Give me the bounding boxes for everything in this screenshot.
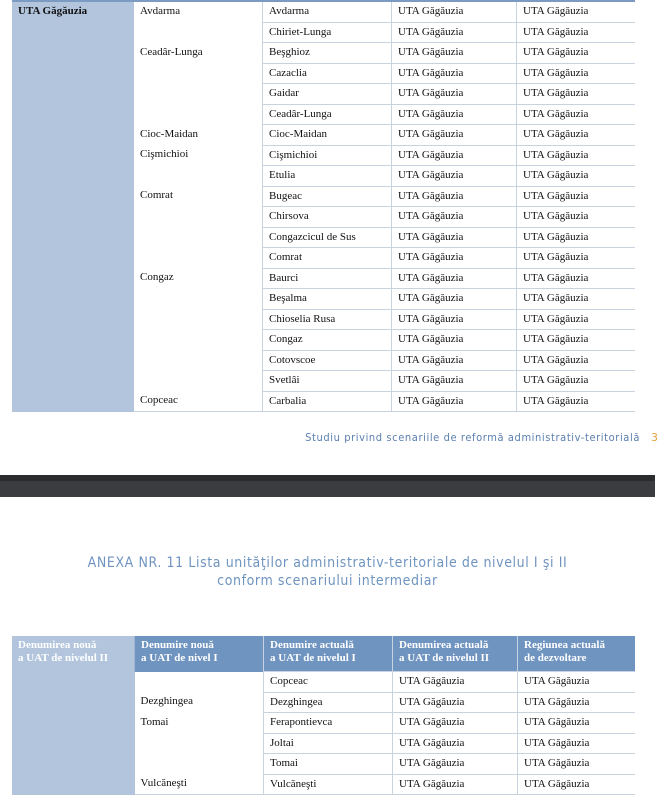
- development-region-cell: UTA Găgăuzia: [517, 22, 636, 43]
- development-region-cell: UTA Găgăuzia: [517, 268, 636, 289]
- current-uat-level1-cell: Cişmichioi: [263, 145, 392, 166]
- development-region-cell: UTA Găgăuzia: [518, 733, 636, 754]
- current-uat-level2-cell: UTA Găgăuzia: [393, 733, 518, 754]
- development-region-cell: UTA Găgăuzia: [518, 692, 636, 713]
- current-uat-level1-cell: Congazcicul de Sus: [263, 227, 392, 248]
- annex-title: [0, 554, 655, 590]
- current-uat-level1-cell: Congaz: [263, 330, 392, 351]
- development-region-cell: UTA Găgăuzia: [517, 207, 636, 228]
- current-uat-level1-cell: Ferapontievca: [264, 713, 393, 734]
- current-uat-level1-cell: Cotovscoe: [263, 350, 392, 371]
- current-uat-level2-cell: UTA Găgăuzia: [392, 268, 517, 289]
- header-current-uat-level1: [264, 636, 393, 672]
- new-uat-level1-cell: Cişmichioi: [140, 148, 189, 160]
- current-uat-level1-cell: Tomai: [264, 754, 393, 775]
- current-uat-level2-cell: UTA Găgăuzia: [392, 84, 517, 105]
- header-line: Denumire nouă: [141, 639, 214, 651]
- development-region-cell: UTA Găgăuzia: [517, 63, 636, 84]
- current-uat-level1-cell: Dezghingea: [264, 692, 393, 713]
- current-uat-level2-cell: UTA Găgăuzia: [392, 207, 517, 228]
- new-uat-level1-cell: [135, 754, 264, 775]
- current-uat-level2-cell: UTA Găgăuzia: [392, 145, 517, 166]
- current-uat-level1-cell: Beşalma: [263, 289, 392, 310]
- new-uat-level1-cell: Avdarma: [140, 5, 181, 17]
- table-row: [12, 672, 635, 693]
- region-cell: UTA Găgăuzia: [12, 1, 134, 412]
- current-uat-level2-cell: UTA Găgăuzia: [392, 248, 517, 269]
- current-uat-level1-cell: Joltai: [264, 733, 393, 754]
- new-uat-level1-cell: [134, 207, 263, 228]
- development-region-cell: UTA Găgăuzia: [517, 1, 636, 22]
- header-current-uat-level2: [393, 636, 518, 672]
- current-uat-level2-cell: UTA Găgăuzia: [392, 391, 517, 412]
- current-uat-level1-cell: Chioselia Rusa: [263, 309, 392, 330]
- current-uat-level2-cell: UTA Găgăuzia: [392, 63, 517, 84]
- new-uat-level1-cell: [135, 672, 264, 693]
- new-uat-level1-cell: [134, 166, 263, 187]
- current-uat-level1-cell: Carbalia: [263, 391, 392, 412]
- current-uat-level2-cell: UTA Găgăuzia: [392, 166, 517, 187]
- header-line: de dezvoltare: [524, 652, 587, 664]
- current-uat-level2-cell: UTA Găgăuzia: [392, 1, 517, 22]
- new-uat-level1-cell: Ceadâr-Lunga: [140, 45, 203, 58]
- current-uat-level2-cell: UTA Găgăuzia: [393, 692, 518, 713]
- header-line: Denumire actuală: [270, 639, 354, 651]
- new-uat-level1-cell: [134, 350, 263, 371]
- header-line: a UAT de nivelul I: [270, 652, 356, 664]
- current-uat-level2-cell: UTA Găgăuzia: [392, 125, 517, 146]
- page-number: 3: [651, 431, 658, 444]
- development-region-cell: UTA Găgăuzia: [517, 371, 636, 392]
- development-region-cell: UTA Găgăuzia: [518, 713, 636, 734]
- page-separator: [0, 475, 655, 497]
- current-uat-level1-cell: Beşghioz: [263, 43, 392, 64]
- development-region-cell: UTA Găgăuzia: [517, 391, 636, 412]
- development-region-cell: UTA Găgăuzia: [517, 84, 636, 105]
- document-page-2: [0, 497, 655, 790]
- current-uat-level2-cell: UTA Găgăuzia: [392, 289, 517, 310]
- header-new-uat-level2: [12, 636, 135, 672]
- development-region-cell: UTA Găgăuzia: [517, 248, 636, 269]
- new-uat-level1-cell: [134, 227, 263, 248]
- new-uat-level1-cell: [134, 248, 263, 269]
- new-uat-level1-cell: [134, 63, 263, 84]
- current-uat-level2-cell: UTA Găgăuzia: [392, 309, 517, 330]
- development-region-cell: UTA Găgăuzia: [517, 166, 636, 187]
- new-uat-level1-cell: Vulcăneşti: [135, 774, 264, 795]
- development-region-cell: UTA Găgăuzia: [517, 104, 636, 125]
- development-region-cell: UTA Găgăuzia: [517, 350, 636, 371]
- new-uat-level1-cell: [134, 84, 263, 105]
- development-region-cell: UTA Găgăuzia: [517, 43, 636, 64]
- current-uat-level2-cell: UTA Găgăuzia: [392, 104, 517, 125]
- new-uat-level1-cell: Congaz: [140, 271, 174, 283]
- development-region-cell: UTA Găgăuzia: [517, 125, 636, 146]
- current-uat-level1-cell: Cazaclia: [263, 63, 392, 84]
- current-uat-level1-cell: Etulia: [263, 166, 392, 187]
- current-uat-level1-cell: Bugeac: [263, 186, 392, 207]
- new-uat-level1-cell: Comrat: [140, 189, 173, 201]
- development-region-cell: UTA Găgăuzia: [518, 672, 636, 693]
- new-uat-level1-cell: [134, 289, 263, 310]
- current-uat-level1-cell: Baurci: [263, 268, 392, 289]
- current-uat-level2-cell: UTA Găgăuzia: [392, 330, 517, 351]
- new-uat-level1-cell: [135, 733, 264, 754]
- new-uat-level1-cell: Copceac: [134, 391, 263, 412]
- current-uat-level2-cell: UTA Găgăuzia: [393, 754, 518, 775]
- current-uat-level2-cell: UTA Găgăuzia: [392, 350, 517, 371]
- current-uat-level2-cell: UTA Găgăuzia: [392, 22, 517, 43]
- header-line: Denumirea nouă: [18, 639, 97, 651]
- development-region-cell: UTA Găgăuzia: [517, 186, 636, 207]
- current-uat-level1-cell: Ceadâr-Lunga: [263, 104, 392, 125]
- development-region-cell: UTA Găgăuzia: [518, 754, 636, 775]
- new-uat-level1-cell: [134, 371, 263, 392]
- development-region-cell: UTA Găgăuzia: [518, 774, 636, 795]
- current-uat-level1-cell: Svetlâi: [263, 371, 392, 392]
- new-uat-level1-cell: [134, 104, 263, 125]
- annex-title-line-2: conform scenariului intermediar: [217, 573, 438, 589]
- development-region-cell: UTA Găgăuzia: [517, 145, 636, 166]
- current-uat-level2-cell: UTA Găgăuzia: [392, 186, 517, 207]
- current-uat-level2-cell: UTA Găgăuzia: [393, 713, 518, 734]
- current-uat-level1-cell: Copceac: [264, 672, 393, 693]
- header-development-region: [518, 636, 636, 672]
- development-region-cell: UTA Găgăuzia: [517, 289, 636, 310]
- header-new-uat-level1: [135, 636, 264, 672]
- uat-table: [12, 636, 635, 795]
- current-uat-level1-cell: Chirsova: [263, 207, 392, 228]
- development-region-cell: UTA Găgăuzia: [517, 227, 636, 248]
- current-uat-level2-cell: UTA Găgăuzia: [393, 774, 518, 795]
- current-uat-level1-cell: Cioc-Maidan: [263, 125, 392, 146]
- header-line: a UAT de nivelul II: [399, 652, 490, 664]
- current-uat-level1-cell: Vulcăneşti: [264, 774, 393, 795]
- new-uat-level1-cell: Dezghingea: [140, 695, 194, 707]
- new-uat-level1-cell: [134, 22, 263, 43]
- new-uat-level1-cell: Cioc-Maidan: [140, 127, 199, 140]
- current-uat-level1-cell: Gaidar: [263, 84, 392, 105]
- new-uat-level1-cell: Tomai: [140, 715, 169, 728]
- new-uat-level1-cell: [134, 309, 263, 330]
- header-line: a UAT de nivel I: [141, 652, 218, 664]
- page-footer: Studiu privind scenariile de reformă administrativ-teritorială: [305, 431, 640, 444]
- region-cell: [12, 672, 135, 795]
- header-line: a UAT de nivelul II: [18, 652, 109, 664]
- development-region-cell: UTA Găgăuzia: [517, 309, 636, 330]
- table-row: [12, 1, 635, 22]
- current-uat-level2-cell: UTA Găgăuzia: [392, 371, 517, 392]
- current-uat-level2-cell: UTA Găgăuzia: [392, 43, 517, 64]
- current-uat-level1-cell: Chiriet-Lunga: [263, 22, 392, 43]
- current-uat-level1-cell: Avdarma: [263, 1, 392, 22]
- header-line: Denumirea actuală: [399, 639, 489, 651]
- current-uat-level1-cell: Comrat: [263, 248, 392, 269]
- annex-title-line-1: ANEXA NR. 11 Lista unităţilor administrativ-teritoriale de nivelul I şi II: [87, 555, 568, 571]
- header-line: Regiunea actuală: [524, 639, 605, 651]
- current-uat-level2-cell: UTA Găgăuzia: [393, 672, 518, 693]
- current-uat-level2-cell: UTA Găgăuzia: [392, 227, 517, 248]
- uat-table-continued: [12, 0, 635, 412]
- new-uat-level1-cell: [134, 330, 263, 351]
- table-header-row: [12, 636, 635, 672]
- development-region-cell: UTA Găgăuzia: [517, 330, 636, 351]
